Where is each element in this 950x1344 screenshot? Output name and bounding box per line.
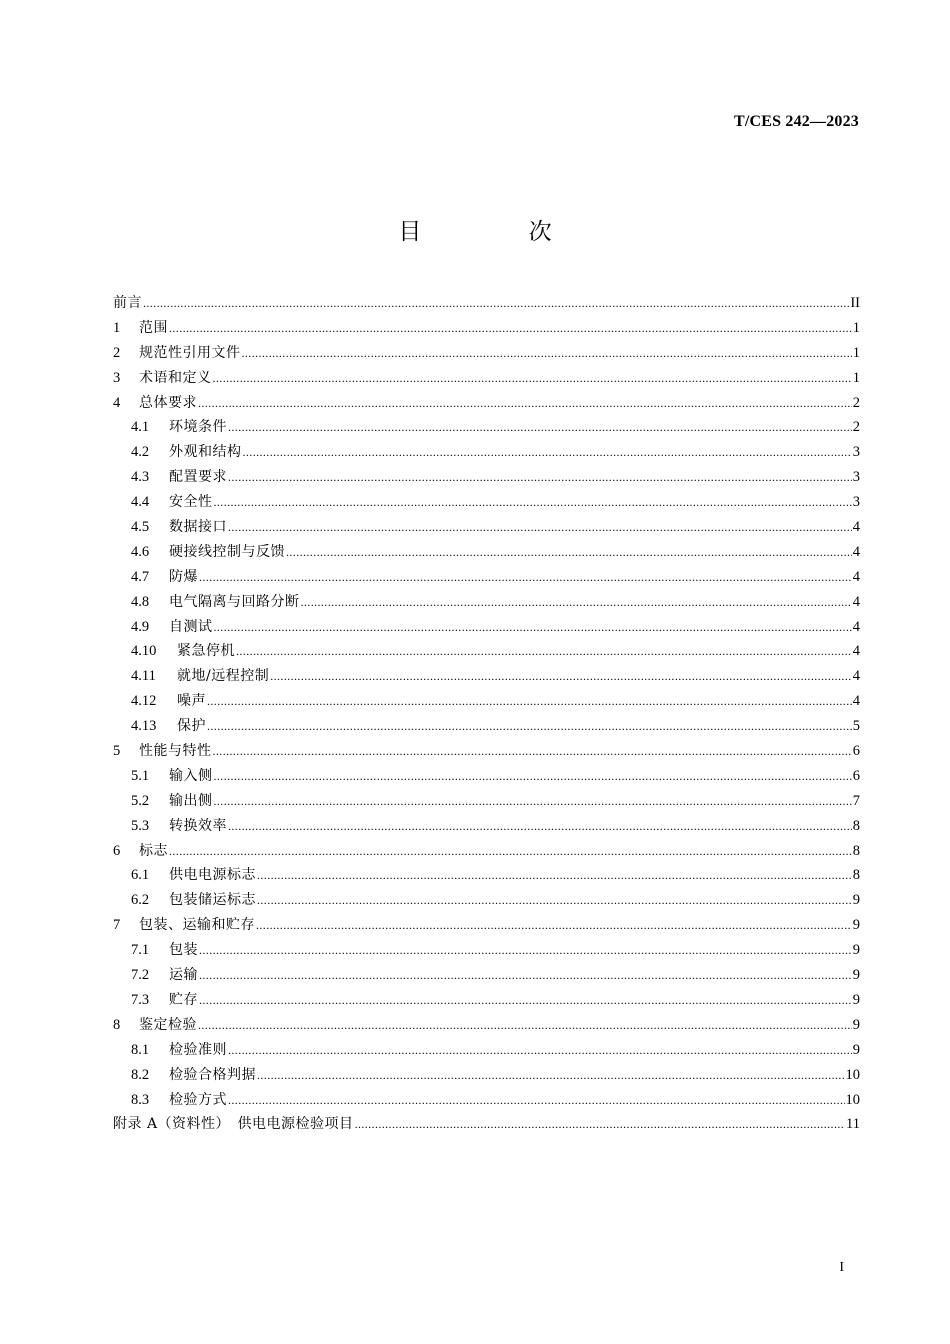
toc-entry-page: 4 [852,618,860,635]
toc-entry-page: 6 [852,767,860,784]
toc-entry-title: 标志 [139,842,168,859]
toc-entry-title: 就地/远程控制 [177,668,270,685]
toc-dot-leader [355,1112,845,1137]
toc-dot-leader [228,814,852,839]
toc-entry[interactable] [113,1063,860,1088]
toc-entry[interactable] [113,764,860,789]
toc-entry[interactable] [113,291,860,316]
toc-entry-number: 4.2 [131,444,150,461]
toc-entry-title: 安全性 [169,494,213,511]
toc-entry[interactable] [113,664,860,689]
toc-entry-title: 自测试 [169,618,213,635]
toc-entry-number: 2 [113,344,121,361]
toc-entry-page: 9 [852,1016,860,1033]
toc-entry-number: 4.3 [131,469,150,486]
toc-entry-title: 总体要求 [139,394,197,411]
toc-entry[interactable] [113,590,860,615]
toc-entry-title: 输入侧 [169,767,213,784]
toc-entry-page: 3 [852,444,860,461]
toc-dot-leader [228,465,852,490]
document-code: T/CES 242—2023 [733,113,859,130]
toc-entry-title: 范围 [139,319,168,336]
table-of-contents [113,291,860,1137]
toc-entry[interactable] [113,863,860,888]
toc-entry-title: 检验准则 [169,1041,227,1058]
toc-entry-title: 供电电源标志 [169,867,256,884]
toc-entry-number: 8.3 [131,1091,150,1108]
toc-dot-leader [169,316,852,341]
toc-entry[interactable] [113,490,860,515]
toc-entry[interactable] [113,988,860,1013]
toc-entry-number: 4.13 [131,718,157,735]
toc-entry-title: 配置要求 [169,469,227,486]
toc-dot-leader [256,913,852,938]
toc-entry-title: 电气隔离与回路分断 [169,593,300,610]
toc-entry[interactable] [113,415,860,440]
toc-entry[interactable] [113,565,860,590]
toc-dot-leader [257,1063,845,1088]
toc-entry[interactable] [113,465,860,490]
toc-entry-title: 紧急停机 [177,643,235,660]
toc-entry-title: 规范性引用文件 [139,344,241,361]
toc-entry-title: 检验合格判据 [169,1066,256,1083]
toc-entry[interactable] [113,615,860,640]
toc-entry-number: 6 [113,842,121,859]
toc-entry[interactable] [113,515,860,540]
toc-entry-title: 性能与特性 [139,743,212,760]
toc-dot-leader [214,789,852,814]
toc-dot-leader [199,988,852,1013]
toc-entry-number: 4.10 [131,643,157,660]
toc-dot-leader [228,515,852,540]
toc-entry[interactable] [113,913,860,938]
toc-entry-number: 1 [113,319,121,336]
toc-entry-number: 4 [113,394,121,411]
toc-entry-page: 4 [852,543,860,560]
toc-entry-page: 9 [852,942,860,959]
toc-entry-title: 前言 [113,295,142,311]
toc-entry-number: 7 [113,917,121,934]
toc-entry-page: 5 [852,718,860,735]
toc-entry-number: 5.1 [131,767,150,784]
toc-entry-number: 7.1 [131,942,150,959]
toc-entry-page: 1 [852,344,860,361]
toc-dot-leader [198,391,852,416]
toc-entry-title: 外观和结构 [169,444,242,461]
toc-dot-leader [228,1088,845,1113]
toc-entry[interactable] [113,1088,860,1113]
toc-entry-page: 4 [852,593,860,610]
toc-entry-page: 3 [852,469,860,486]
toc-dot-leader [236,639,852,664]
toc-entry-title: 包装 [169,942,198,959]
toc-entry-page: 9 [852,967,860,984]
toc-entry[interactable] [113,366,860,391]
toc-entry-number: 7.2 [131,967,150,984]
toc-entry-page: 3 [852,494,860,511]
toc-entry[interactable] [113,839,860,864]
toc-entry[interactable] [113,1112,860,1137]
toc-dot-leader [213,366,852,391]
toc-entry-page: 4 [852,693,860,710]
toc-entry-number: 8 [113,1016,121,1033]
toc-entry-number: 4.5 [131,519,150,536]
toc-dot-leader [228,415,852,440]
toc-dot-leader [243,440,852,465]
toc-dot-leader [169,839,852,864]
toc-entry-page: 8 [852,842,860,859]
toc-entry-number: 3 [113,369,121,386]
toc-dot-leader [199,565,852,590]
toc-entry-title: 数据接口 [169,519,227,536]
toc-entry-title: 包装、运输和贮存 [139,917,255,934]
toc-entry[interactable] [113,963,860,988]
toc-entry-number: 8.2 [131,1066,150,1083]
toc-entry-page: 7 [852,792,860,809]
toc-dot-leader [207,714,852,739]
toc-entry[interactable] [113,888,860,913]
toc-entry[interactable] [113,391,860,416]
toc-entry-number: 4.9 [131,618,150,635]
toc-entry-page: 2 [852,394,860,411]
toc-entry-page: 1 [852,319,860,336]
toc-dot-leader [214,615,852,640]
toc-entry-title: 保护 [177,718,206,735]
toc-entry-page: 9 [852,1041,860,1058]
toc-entry-number: 6.2 [131,892,150,909]
toc-dot-leader [286,540,852,565]
toc-dot-leader [301,590,852,615]
toc-entry-number: 4.4 [131,494,150,511]
toc-entry-page: 10 [845,1066,860,1083]
toc-entry-page: 4 [852,668,860,685]
toc-entry-page: II [850,295,860,311]
toc-entry-number: 5 [113,743,121,760]
toc-entry-number: 4.12 [131,693,157,710]
toc-entry-page: 8 [852,817,860,834]
toc-entry-title: 环境条件 [169,419,227,436]
toc-entry-number: 7.3 [131,991,150,1008]
toc-entry-page: 2 [852,419,860,436]
toc-entry-title: 鉴定检验 [139,1016,197,1033]
toc-entry[interactable] [113,739,860,764]
toc-entry-number: 4.6 [131,543,150,560]
toc-entry[interactable] [113,938,860,963]
toc-entry-title: 检验方式 [169,1091,227,1108]
toc-dot-leader [228,1038,852,1063]
toc-entry-number: 4.11 [131,668,156,685]
toc-entry-page: 9 [852,991,860,1008]
toc-entry-title: 贮存 [169,991,198,1008]
toc-dot-leader [213,739,852,764]
toc-entry[interactable] [113,689,860,714]
toc-entry-number: 4.7 [131,568,150,585]
toc-dot-leader [214,764,852,789]
toc-entry-page: 11 [846,1116,860,1133]
toc-entry[interactable] [113,814,860,839]
toc-entry-title: 运输 [169,967,198,984]
toc-entry-number: 5.2 [131,792,150,809]
toc-entry-title: 输出侧 [169,792,213,809]
toc-entry-number: 4.8 [131,593,150,610]
toc-entry[interactable] [113,1038,860,1063]
toc-dot-leader [198,1013,852,1038]
page-number: I [839,1260,844,1275]
toc-entry[interactable] [113,440,860,465]
toc-entry[interactable] [113,714,860,739]
toc-entry-number: 5.3 [131,817,150,834]
toc-entry-page: 4 [852,643,860,660]
toc-entry-page: 9 [852,917,860,934]
toc-entry-page: 1 [852,369,860,386]
toc-entry-page: 6 [852,743,860,760]
toc-entry-title: 包装储运标志 [169,892,256,909]
toc-entry-page: 8 [852,867,860,884]
toc-entry[interactable] [113,639,860,664]
toc-entry-title: 术语和定义 [139,369,212,386]
toc-entry-title: 转换效率 [169,817,227,834]
toc-entry[interactable] [113,341,860,366]
toc-entry-number: 8.1 [131,1041,150,1058]
toc-entry-page: 9 [852,892,860,909]
toc-dot-leader [214,490,852,515]
toc-entry-page: 4 [852,568,860,585]
page-title: 目 次 [398,219,602,245]
toc-dot-leader [199,938,852,963]
toc-dot-leader [143,291,849,316]
toc-dot-leader [257,888,852,913]
toc-dot-leader [199,963,852,988]
toc-entry-title: 防爆 [169,568,198,585]
toc-dot-leader [270,664,852,689]
toc-dot-leader [207,689,852,714]
toc-entry-title: 附录 A（资料性） 供电电源检验项目 [113,1116,354,1133]
toc-entry-page: 4 [852,519,860,536]
toc-dot-leader [242,341,852,366]
toc-entry-number: 4.1 [131,419,150,436]
toc-dot-leader [257,863,852,888]
toc-entry[interactable] [113,789,860,814]
toc-entry[interactable] [113,316,860,341]
toc-entry-title: 噪声 [177,693,206,710]
toc-entry[interactable] [113,1013,860,1038]
toc-entry-number: 6.1 [131,867,150,884]
toc-entry-page: 10 [845,1091,860,1108]
toc-entry[interactable] [113,540,860,565]
toc-entry-title: 硬接线控制与反馈 [169,543,285,560]
